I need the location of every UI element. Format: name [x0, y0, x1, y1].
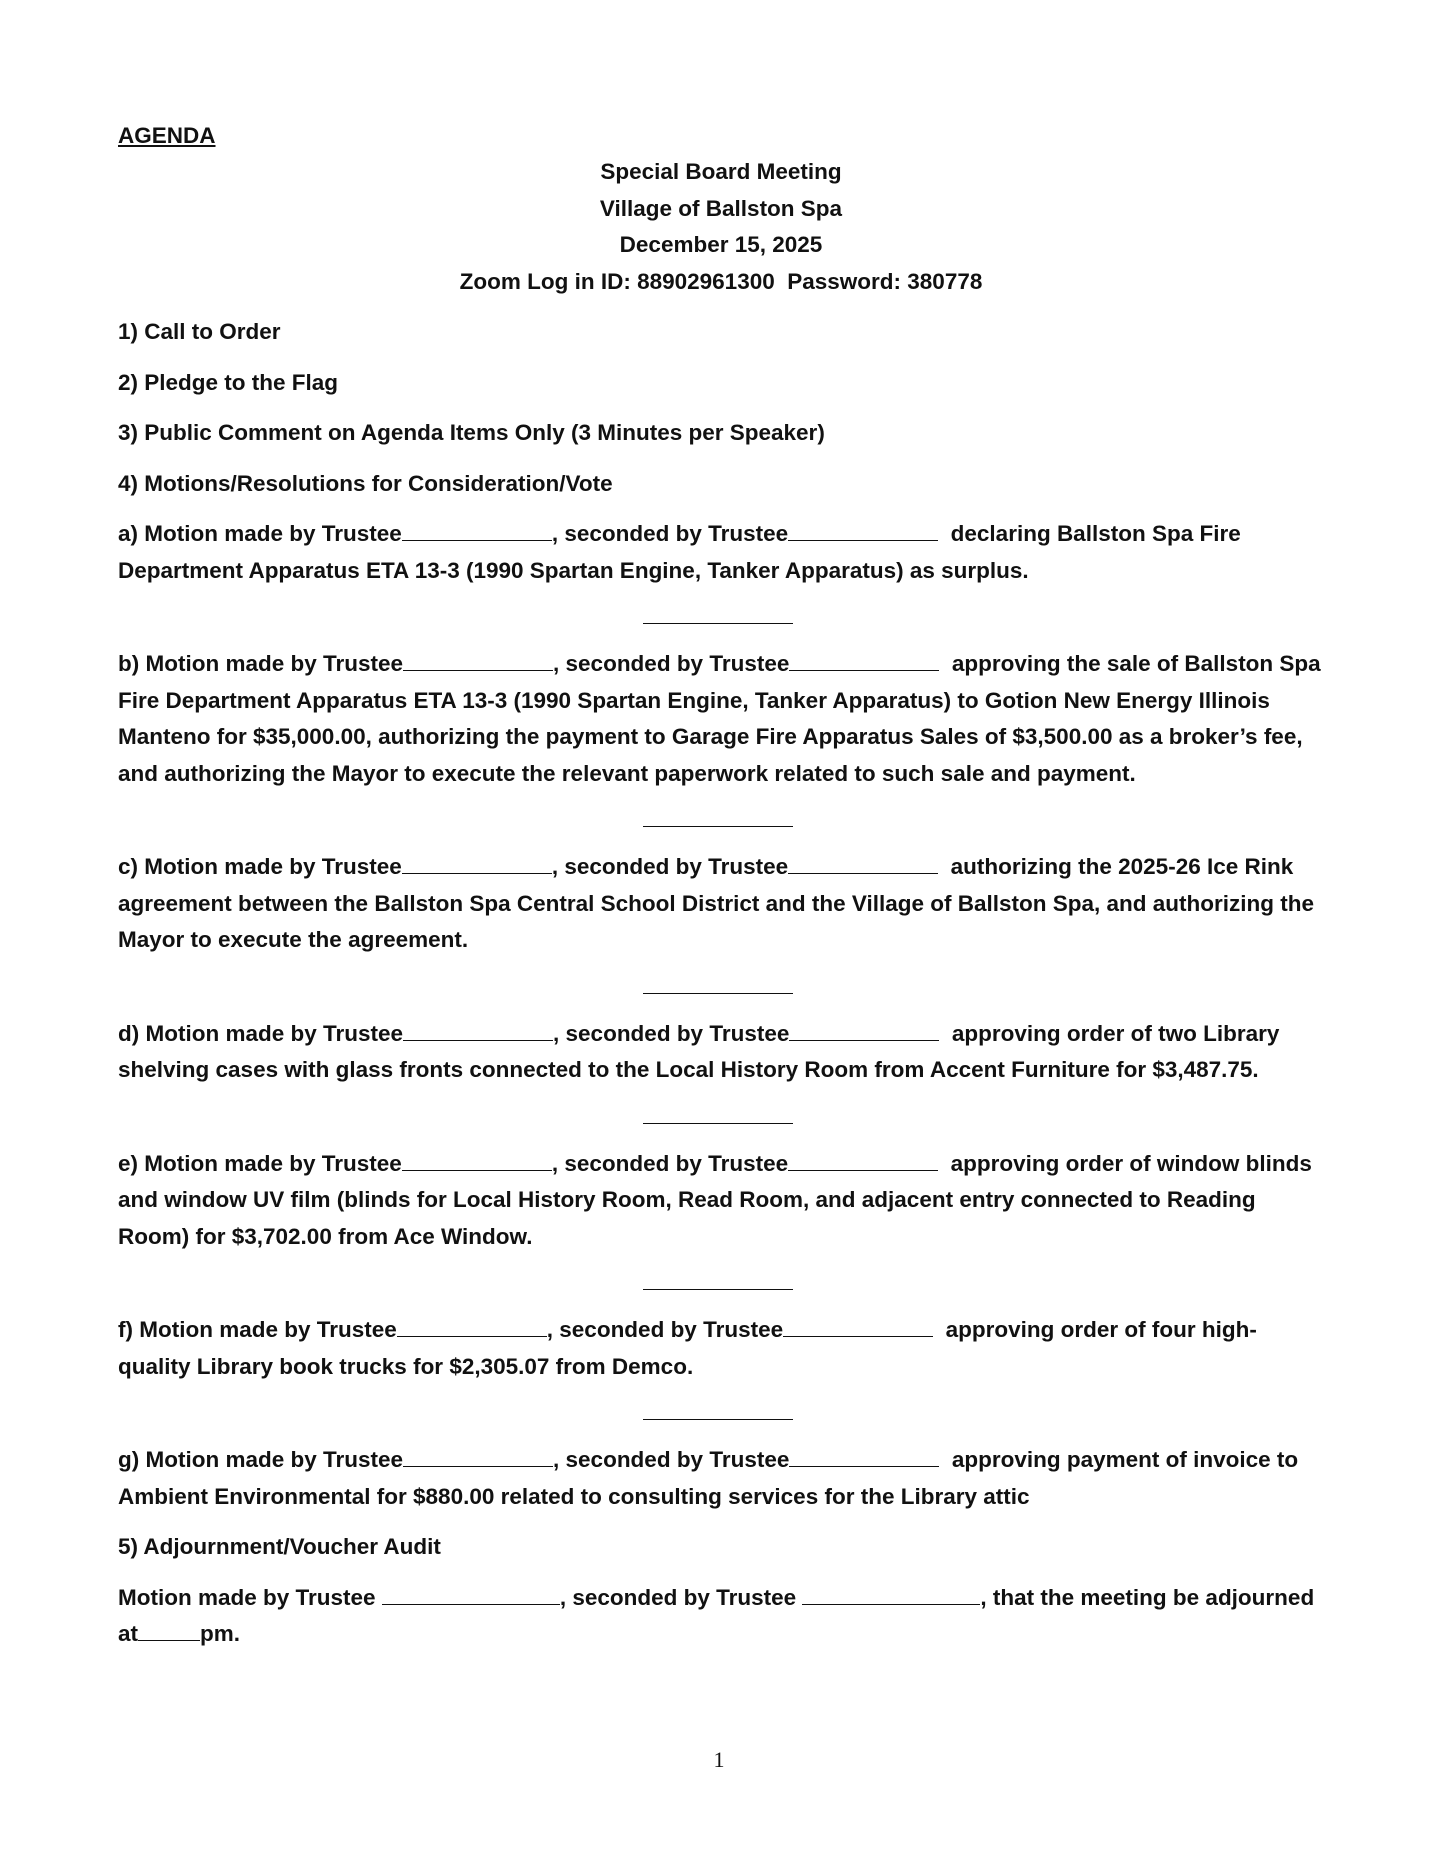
motion-c-trustee-blank — [402, 872, 552, 874]
motion-f-trustee-blank — [397, 1335, 547, 1337]
motion-e-seconded: , seconded by Trustee — [551, 1150, 789, 1176]
zoom-credentials: Zoom Log in ID: 88902961300 Password: 380778 — [459, 268, 983, 294]
motion-g-seconded: , seconded by Trustee — [553, 1447, 790, 1472]
item-pledge: 2) Pledge to the Flag — [118, 369, 339, 395]
motion-a-second-blank — [788, 539, 938, 541]
motion-f-prefix: f) Motion made by Trustee — [118, 1317, 397, 1342]
motion-g — [118, 1442, 1324, 1515]
meeting-date: December 15, 2025 — [619, 232, 823, 257]
motion-a-text: declaring Ballston Spa Fire Department Apparatus ETA 13-3 (1990 Spartan Engine, Tanker Apparatus) as surplus. — [118, 521, 1241, 583]
item-call-to-order: 1) Call to Order — [118, 319, 281, 344]
municipality-name: Village of Ballston Spa — [599, 195, 843, 221]
motion-d-trustee-blank — [403, 1039, 553, 1041]
adjournment-suffix: pm. — [200, 1621, 241, 1646]
item-adjournment: 5) Adjournment/Voucher Audit — [118, 1534, 441, 1559]
motion-b — [118, 646, 1324, 792]
adjournment-motion — [118, 1580, 1324, 1653]
adjournment-time-blank — [138, 1639, 200, 1641]
meeting-header — [118, 154, 1324, 300]
motion-g-second-blank — [789, 1465, 939, 1467]
agenda-title: AGENDA — [118, 123, 216, 148]
motion-c-prefix: c) Motion made by Trustee — [118, 854, 402, 879]
motion-b-seconded: , seconded by Trustee — [553, 651, 790, 676]
motion-a — [118, 516, 1324, 589]
motion-b-result-line — [643, 816, 793, 827]
motion-a-trustee-blank — [402, 539, 552, 541]
motion-a-prefix: a) Motion made by Trustee — [118, 521, 402, 546]
motion-c — [118, 849, 1324, 959]
motion-f-seconded: , seconded by Trustee — [546, 1317, 784, 1342]
motion-d-second-blank — [789, 1039, 939, 1041]
motion-f-text: approving order of four high-quality Library book trucks for $2,305.07 from Demco. — [118, 1317, 1257, 1379]
adjournment-trustee-blank — [382, 1603, 560, 1605]
motion-d-prefix: d) Motion made by Trustee — [118, 1020, 404, 1046]
adjournment-second-blank — [802, 1603, 980, 1605]
motion-c-result-line — [643, 983, 793, 994]
motion-c-seconded: , seconded by Trustee — [551, 854, 789, 879]
motion-e — [118, 1146, 1324, 1256]
adjournment-seconded: , seconded by Trustee — [559, 1584, 797, 1610]
motion-c-text: authorizing the 2025-26 Ice Rink agreement between the Ballston Spa Central School District and the Village of Ballston Spa, and authorizing the Mayor to execute the agreement. — [118, 854, 1315, 952]
motion-a-seconded: , seconded by Trustee — [551, 521, 789, 546]
motion-b-prefix: b) Motion made by Trustee — [118, 651, 404, 676]
meeting-type: Special Board Meeting — [600, 159, 842, 184]
motion-g-text: approving payment of invoice to Ambient Environmental for $880.00 related to consulting services for the Library attic — [118, 1447, 1299, 1509]
motion-b-second-blank — [789, 669, 939, 671]
motion-d-result-line — [643, 1113, 793, 1124]
motion-e-second-blank — [788, 1169, 938, 1171]
motion-c-second-blank — [788, 872, 938, 874]
item-public-comment: 3) Public Comment on Agenda Items Only (3 Minutes per Speaker) — [118, 420, 825, 445]
motion-d-seconded: , seconded by Trustee — [553, 1020, 790, 1046]
motion-f — [118, 1312, 1324, 1385]
motion-g-trustee-blank — [403, 1465, 553, 1467]
page-number: 1 — [713, 1747, 725, 1772]
motion-b-trustee-blank — [403, 669, 553, 671]
motion-e-result-line — [643, 1279, 793, 1290]
motion-f-result-line — [643, 1409, 793, 1420]
adjournment-middle: , that the meeting be adjourned at — [118, 1584, 1315, 1646]
motion-g-prefix: g) Motion made by Trustee — [118, 1447, 404, 1472]
motion-a-result-line — [643, 613, 793, 624]
motion-e-text: approving order of window blinds and window UV film (blinds for Local History Room, Read Room, and adjacent entry connected to Reading Room) for $3,702.00 from Ace Window. — [118, 1150, 1312, 1249]
motion-d-text: approving order of two Library shelving cases with glass fronts connected to the Local History Room from Accent Furniture for $3,487.75. — [118, 1020, 1280, 1082]
motion-b-text: approving the sale of Ballston Spa Fire Department Apparatus ETA 13-3 (1990 Spartan Engine, Tanker Apparatus) to Gotion New Energy Illinois Manteno for $35,000.00, authorizing the payment to Garage Fire Apparatus Sales of $3,500.00 as a broker’s fee, and authorizing the Mayor to execute the relevant paperwork related to such sale and payment. — [118, 651, 1321, 786]
adjournment-prefix: Motion made by Trustee — [118, 1584, 376, 1610]
motion-d — [118, 1016, 1324, 1089]
item-motions-header: 4) Motions/Resolutions for Consideration/Vote — [118, 470, 613, 496]
motion-e-trustee-blank — [402, 1169, 552, 1171]
motion-e-prefix: e) Motion made by Trustee — [118, 1150, 402, 1176]
motion-f-second-blank — [783, 1335, 933, 1337]
